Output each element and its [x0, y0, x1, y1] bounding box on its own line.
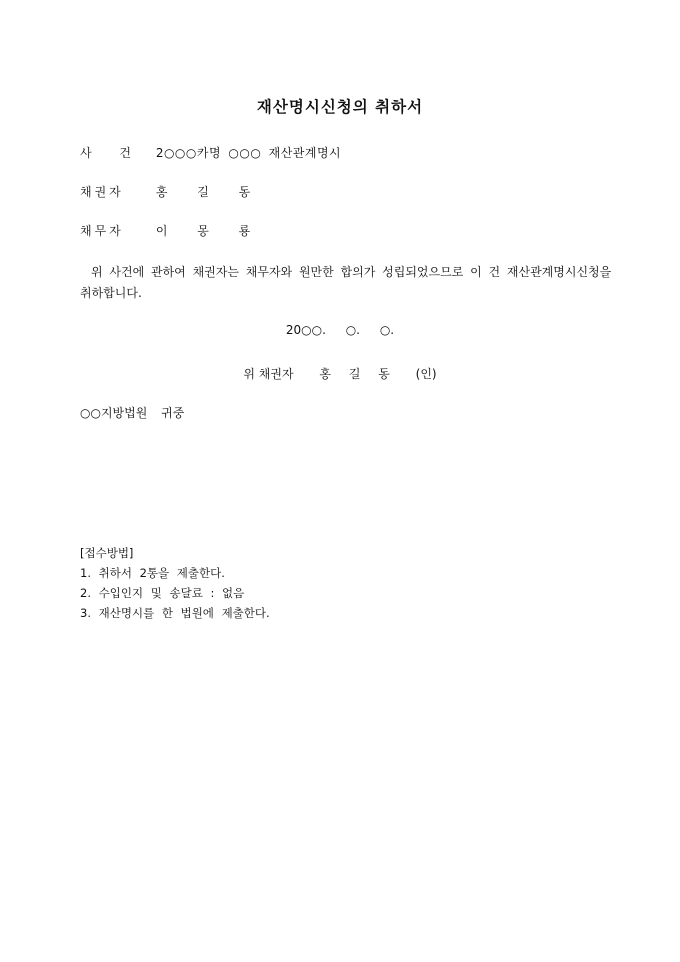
creditor-name: 홍 길 동	[155, 185, 253, 199]
debtor-row	[80, 222, 252, 239]
creditor-label: 채권자	[80, 185, 124, 199]
notes-heading: [접수방법]	[80, 546, 134, 560]
document-title: 재산명시신청의 취하서	[256, 98, 424, 116]
note-item: 3. 재산명시를 한 법원에 제출한다.	[80, 606, 270, 620]
seal-mark: (인)	[415, 367, 437, 381]
case-label: 사 건	[80, 146, 134, 160]
note-item: 2. 수입인지 및 송달료 : 없음	[80, 586, 245, 600]
court-addressee: ○○지방법원 귀중	[80, 406, 185, 420]
case-row	[80, 144, 341, 161]
debtor-name: 이 몽 룡	[155, 224, 253, 238]
signature-prefix: 위 채권자	[243, 367, 294, 381]
body-paragraph: 위 사건에 관하여 채권자는 채무자와 원만한 합의가 성립되었으므로 이 건 재산관계명시신청을 취하합니다.	[80, 265, 612, 300]
filing-notes	[80, 543, 270, 623]
note-item: 1. 취하서 2통을 제출한다.	[80, 566, 225, 580]
filing-date: 20○○. ○. ○.	[285, 323, 395, 337]
case-value: 2○○○카명 ○○○ 재산관계명시	[155, 146, 342, 160]
signature-name: 홍 길 동	[319, 367, 390, 381]
creditor-row	[80, 183, 252, 200]
signature-line	[0, 365, 680, 382]
debtor-label: 채무자	[80, 224, 124, 238]
date-line	[0, 323, 680, 337]
